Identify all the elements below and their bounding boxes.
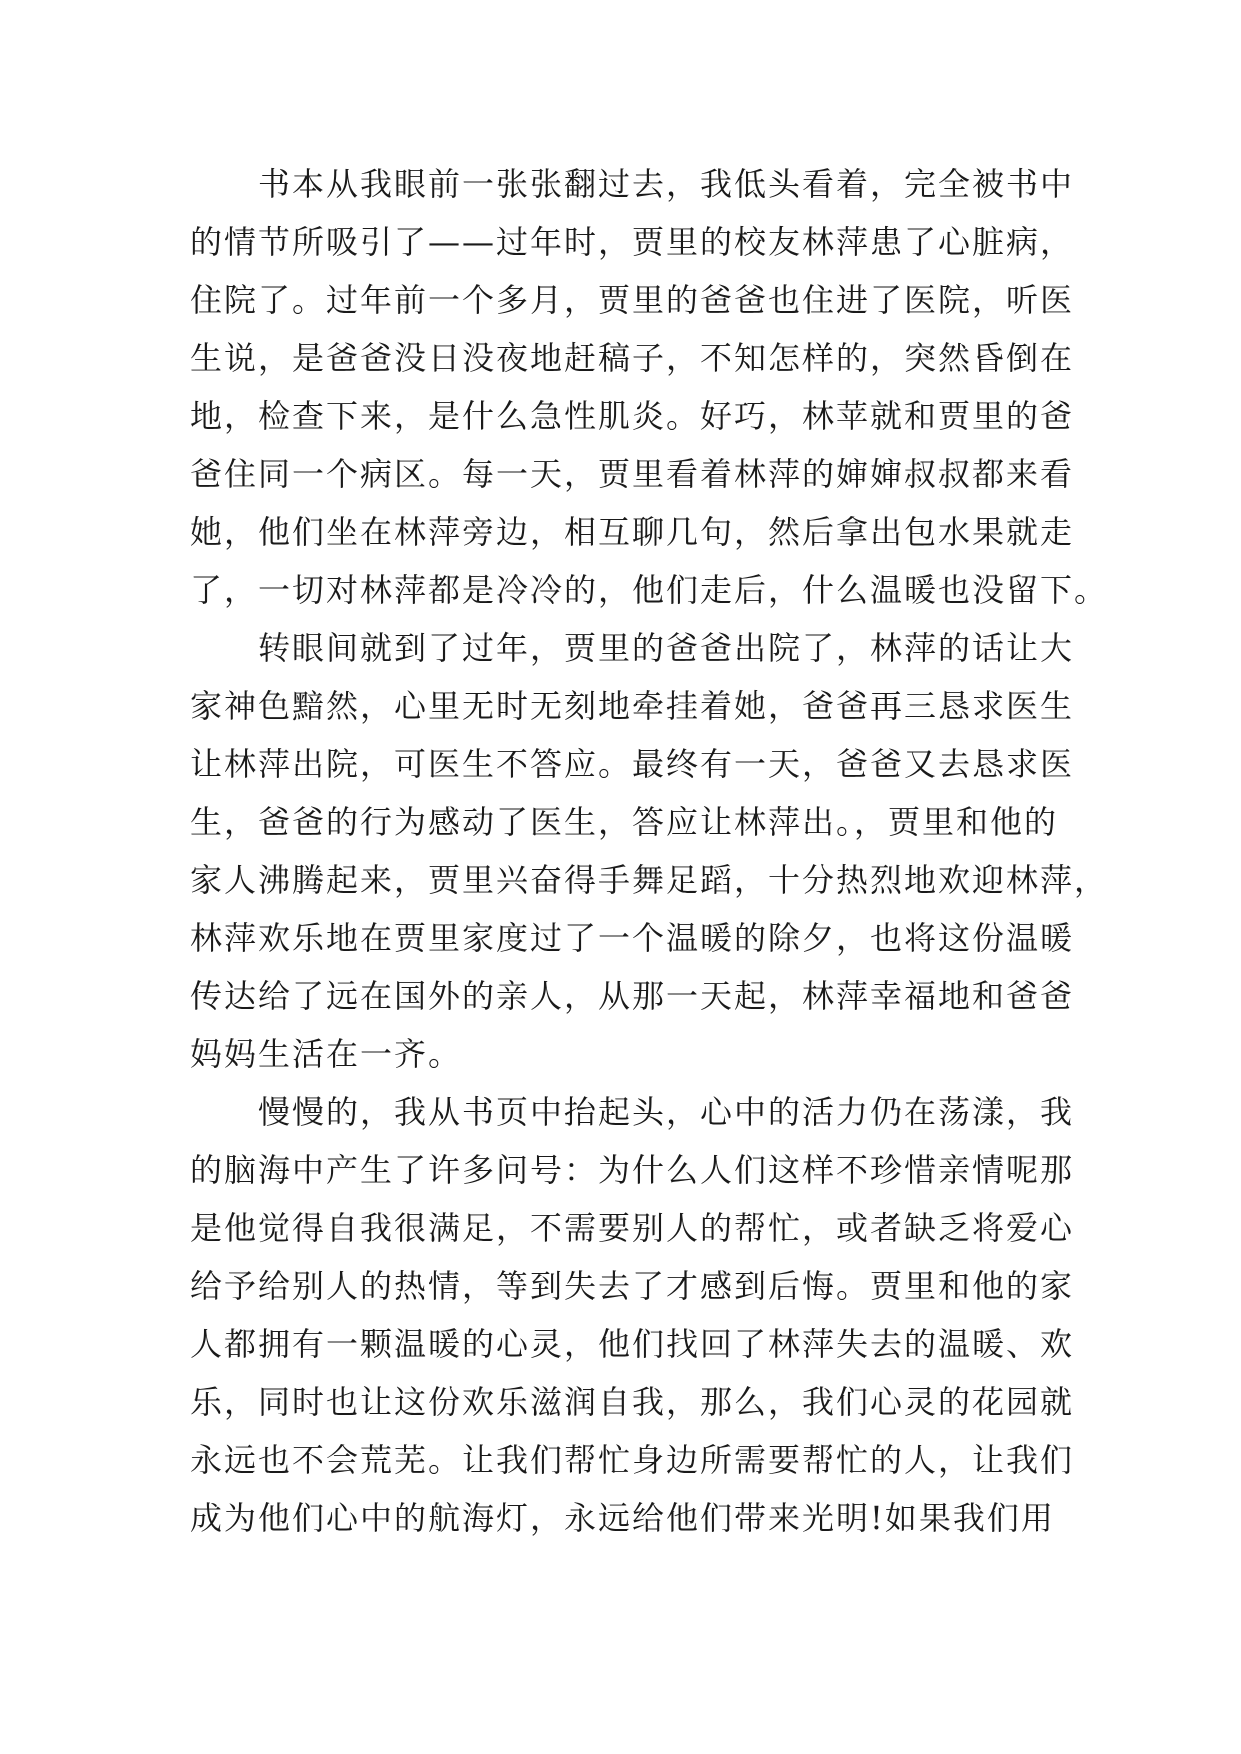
text-line: 地，检查下来，是什么急性肌炎。好巧，林苹就和贾里的爸 xyxy=(190,397,1075,435)
text-line: 生说，是爸爸没日没夜地赶稿子，不知怎样的，突然昏倒在 xyxy=(190,339,1075,377)
text-line: 她，他们坐在林萍旁边，相互聊几句，然后拿出包水果就走 xyxy=(190,513,1075,551)
text-line: 慢慢的，我从书页中抬起头，心中的活力仍在荡漾，我 xyxy=(190,1093,1075,1131)
text-line: 让林萍出院，可医生不答应。最终有一天，爸爸又去恳求医 xyxy=(190,745,1075,783)
text-line: 成为他们心中的航海灯，永远给他们带来光明!如果我们用 xyxy=(190,1499,1055,1537)
text-line: 爸住同一个病区。每一天，贾里看着林萍的婶婶叔叔都来看 xyxy=(190,455,1075,493)
text-line: 传达给了远在国外的亲人，从那一天起，林萍幸福地和爸爸 xyxy=(190,977,1075,1015)
text-line: 了，一切对林萍都是冷冷的，他们走后，什么温暖也没留下。 xyxy=(190,571,1109,609)
text-line: 住院了。过年前一个多月，贾里的爸爸也住进了医院，听医 xyxy=(190,281,1075,319)
text-line: 生，爸爸的行为感动了医生，答应让林萍出。，贾里和他的 xyxy=(190,803,1059,841)
text-line: 林萍欢乐地在贾里家度过了一个温暖的除夕，也将这份温暖 xyxy=(190,919,1075,957)
text-line: 书本从我眼前一张张翻过去，我低头看着，完全被书中 xyxy=(190,165,1075,203)
body-text xyxy=(190,155,1109,1547)
text-line: 转眼间就到了过年，贾里的爸爸出院了，林萍的话让大 xyxy=(190,629,1075,667)
text-line: 乐，同时也让这份欢乐滋润自我，那么，我们心灵的花园就 xyxy=(190,1383,1075,1421)
text-line: 人都拥有一颗温暖的心灵，他们找回了林萍失去的温暖、欢 xyxy=(190,1325,1075,1363)
text-line: 永远也不会荒芜。让我们帮忙身边所需要帮忙的人，让我们 xyxy=(190,1441,1075,1479)
text-line: 家人沸腾起来，贾里兴奋得手舞足蹈，十分热烈地欢迎林萍， xyxy=(190,861,1109,899)
text-line: 给予给别人的热情，等到失去了才感到后悔。贾里和他的家 xyxy=(190,1267,1075,1305)
text-line: 的脑海中产生了许多问号：为什么人们这样不珍惜亲情呢那 xyxy=(190,1151,1075,1189)
text-line: 家神色黯然，心里无时无刻地牵挂着她，爸爸再三恳求医生 xyxy=(190,687,1075,725)
text-line: 是他觉得自我很满足，不需要别人的帮忙，或者缺乏将爱心 xyxy=(190,1209,1075,1247)
text-line: 妈妈生活在一齐。 xyxy=(190,1035,463,1073)
text-line: 的情节所吸引了——过年时，贾里的校友林萍患了心脏病， xyxy=(190,223,1075,261)
